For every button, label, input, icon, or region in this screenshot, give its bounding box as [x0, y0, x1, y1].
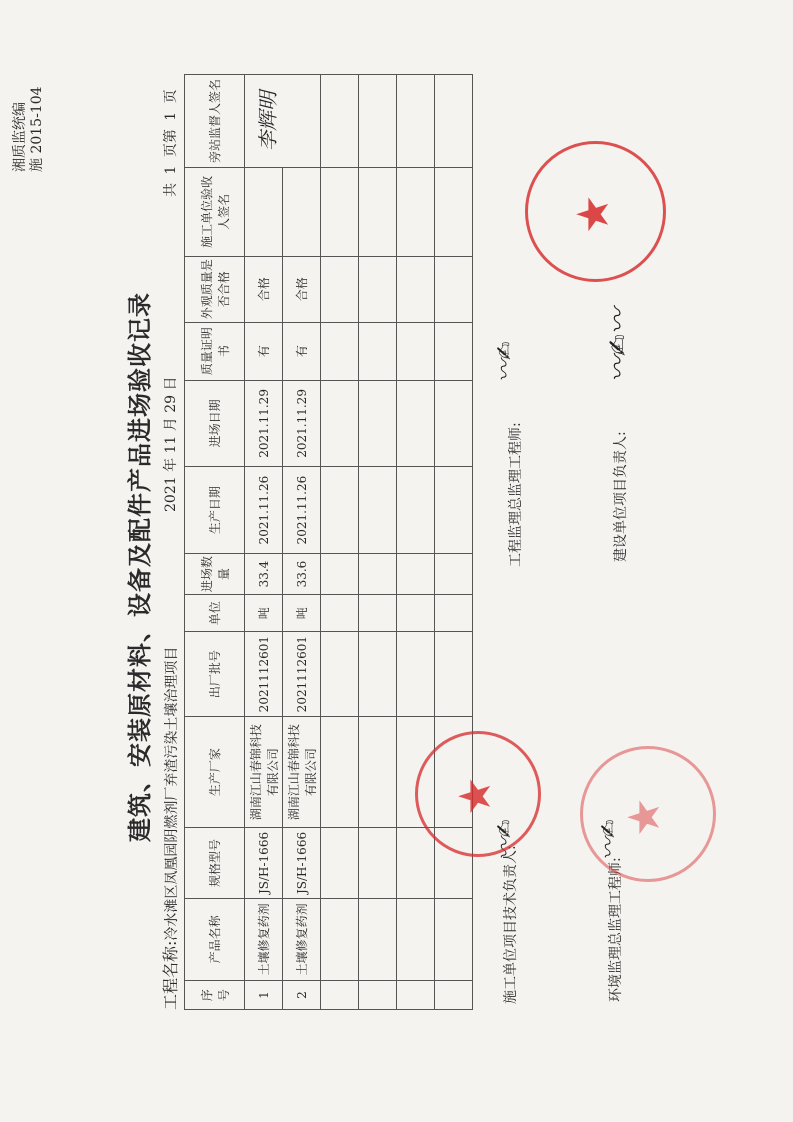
table-cell [435, 553, 473, 594]
header-cell: 施工单位验收人签名 [185, 167, 245, 256]
table-cell [435, 632, 473, 717]
construction-tech-lead-signature: 〰✍ [493, 819, 518, 860]
table-cell: 2021.11.29 [245, 380, 283, 467]
table-cell [397, 595, 435, 632]
table-cell [397, 256, 435, 322]
table-cell [321, 256, 359, 322]
table-cell: 吨 [245, 595, 283, 632]
table-cell: 1 [245, 981, 283, 1010]
page-current-suffix: 页 [163, 89, 179, 104]
table-row [397, 75, 435, 1010]
header-cell: 产品名称 [185, 898, 245, 981]
table-row [283, 75, 321, 1010]
table-cell [435, 75, 473, 168]
table-cell [321, 467, 359, 554]
header-cell: 进场数量 [185, 553, 245, 594]
document-title: 建筑、安装原材料、设备及配件产品进场验收记录 [125, 292, 154, 842]
table-cell [359, 828, 397, 898]
document-code-line: 湘质监统编 [12, 102, 28, 172]
table-cell: 合格 [283, 256, 321, 322]
table-cell [321, 898, 359, 981]
table-cell: 2 [283, 981, 321, 1010]
table-cell [397, 981, 435, 1010]
contractor-company-seal [415, 731, 541, 857]
table-cell [397, 553, 435, 594]
table-cell [397, 828, 435, 898]
table-cell: 湖南江山春锦科技有限公司 [245, 716, 283, 827]
table-cell [245, 167, 283, 256]
table-cell [359, 322, 397, 380]
table-cell [359, 256, 397, 322]
table-cell: 有 [245, 322, 283, 380]
table-cell [321, 981, 359, 1010]
table-cell [283, 167, 321, 256]
table-cell: JS/H-1666 [245, 828, 283, 898]
document-code-line: 施 2015-104 [29, 86, 45, 172]
table-cell [435, 322, 473, 380]
project-name-line [158, 647, 181, 1010]
header-cell: 进场日期 [185, 380, 245, 467]
page-total: 1 [163, 165, 179, 175]
table-cell [435, 595, 473, 632]
owner-project-lead-label: 建设单位项目负责人: [613, 431, 629, 562]
table-cell [321, 380, 359, 467]
table-cell [359, 553, 397, 594]
table-cell [359, 467, 397, 554]
page-total-prefix: 共 [163, 183, 179, 197]
table-cell: 2021112601 [245, 632, 283, 717]
table-cell [359, 981, 397, 1010]
table-cell: 吨 [283, 595, 321, 632]
engineering-chief-supervisor-label: 工程监理总监理工程师: [508, 422, 524, 567]
page-count [160, 89, 180, 197]
page-total-suffix: 页第 [163, 129, 179, 158]
table-cell [359, 898, 397, 981]
environmental-institute-seal [580, 746, 716, 882]
table-cell: 土壤修复药剂 [283, 898, 321, 981]
table-cell [321, 716, 359, 827]
header-cell: 规格型号 [185, 828, 245, 898]
document-code [12, 42, 46, 172]
supervisor-signature-cell [245, 75, 321, 168]
table-cell [359, 595, 397, 632]
table-cell: 有 [283, 322, 321, 380]
table-cell: JS/H-1666 [283, 828, 321, 898]
header-cell: 质量证明书 [185, 322, 245, 380]
table-cell: 湖南江山春锦科技有限公司 [283, 716, 321, 827]
env-chief-supervisor-label: 环境监理总监理工程师: [608, 857, 624, 1002]
table-cell [435, 167, 473, 256]
table-cell [435, 256, 473, 322]
table-cell [435, 467, 473, 554]
env-chief-supervisor-signature: 〰✍ [597, 819, 622, 860]
table-cell [397, 322, 435, 380]
table-cell [321, 75, 359, 168]
table-cell [321, 828, 359, 898]
receipt-table [184, 74, 473, 1010]
table-cell [359, 632, 397, 717]
table-row [245, 75, 283, 1010]
table-cell [397, 898, 435, 981]
seal-star-icon: ★ [568, 194, 619, 234]
header-cell: 单位 [185, 595, 245, 632]
seal-star-icon: ★ [619, 797, 670, 837]
table-row [359, 75, 397, 1010]
table-cell [321, 167, 359, 256]
table-cell: 2021.11.29 [283, 380, 321, 467]
seal-star-icon: ★ [450, 776, 501, 816]
table-cell [321, 595, 359, 632]
table-cell [397, 632, 435, 717]
table-cell [397, 380, 435, 467]
table-cell [321, 553, 359, 594]
table-cell [359, 716, 397, 827]
header-cell: 序号 [185, 981, 245, 1010]
table-row [321, 75, 359, 1010]
table-cell: 合格 [245, 256, 283, 322]
table-cell [359, 167, 397, 256]
record-date: 2021 年 11 月 29 日 [163, 376, 179, 512]
table-cell: 2021.11.26 [245, 467, 283, 554]
header-cell: 生产厂家 [185, 716, 245, 827]
page-current: 1 [163, 111, 179, 121]
table-cell [359, 380, 397, 467]
table-cell [397, 467, 435, 554]
header-cell: 旁站监督人签名 [185, 75, 245, 168]
project-name-value: 冷水滩区凤凰园阴燃剂厂弃渣污染土壤治理项目 [164, 646, 180, 941]
table-cell [359, 75, 397, 168]
table-row [435, 75, 473, 1010]
table-cell [435, 380, 473, 467]
table-cell: 33.4 [245, 553, 283, 594]
table-cell [321, 632, 359, 717]
table-cell [321, 322, 359, 380]
project-name-label: 工程名称: [161, 940, 180, 1010]
table-cell [435, 898, 473, 981]
header-cell: 生产日期 [185, 467, 245, 554]
table-header-row [185, 75, 245, 1010]
owner-project-lead-signature: 〰✍〰 [604, 308, 634, 382]
table-cell: 2021112601 [283, 632, 321, 717]
engineering-chief-supervisor-signature: 〰✍ [493, 341, 518, 382]
table-cell [397, 167, 435, 256]
table-cell: 土壤修复药剂 [245, 898, 283, 981]
table-cell: 2021.11.26 [283, 467, 321, 554]
header-cell: 出厂批号 [185, 632, 245, 717]
supervisor-signature: 李辉明 [256, 90, 280, 151]
header-cell: 外观质量是否合格 [185, 256, 245, 322]
table-cell [397, 75, 435, 168]
water-bureau-seal [525, 141, 666, 282]
table-cell: 33.6 [283, 553, 321, 594]
table-cell [435, 981, 473, 1010]
construction-tech-lead-label: 施工单位项目技术负责人: [503, 845, 519, 1004]
